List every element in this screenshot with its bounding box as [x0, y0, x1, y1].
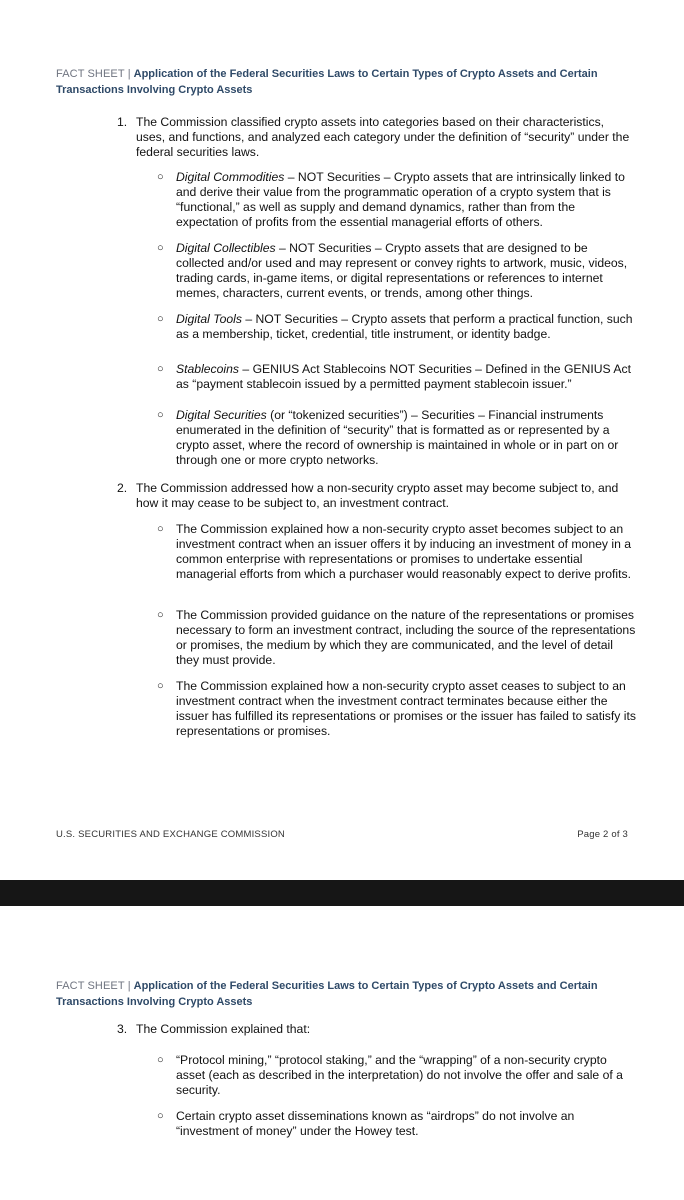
- bullet-text: The Commission explained how a non-security crypto asset becomes subject to an investment contract when an issuer offers it by inducing an investment of money in a common enterprise with representations or promises to undertake essential managerial efforts from which a purchaser would reasonably expect to derive profits.: [176, 522, 632, 581]
- item-text: The Commission classified crypto assets into categories based on their characteristics, uses, and functions, and analyzed each category under the definition of “security” under the federal securities laws.: [136, 115, 630, 159]
- bullet-text: The Commission provided guidance on the nature of the representations or promises necessary to form an investment contract, including the source of the representations or promises, the medium by which they are communicated, and the level of detail they must provide.: [176, 608, 636, 667]
- bullet-text: [176, 312, 636, 342]
- bullet-circle-icon: ○: [157, 409, 164, 421]
- category-term: Digital Commodities: [176, 170, 285, 184]
- document-page-3: [0, 906, 684, 1200]
- category-term: Digital Tools: [176, 312, 242, 326]
- category-description: (or “tokenized securities”) – Securities – Financial instruments enumerated in the definition of “security” that is formatted as or represented by a crypto asset, where the record of ownership is maintained in whole or in part on or through one or more crypto networks.: [176, 408, 619, 467]
- bullet-circle-icon: ○: [157, 1110, 164, 1122]
- bullet-circle-icon: ○: [157, 171, 164, 183]
- bullet-circle-icon: ○: [157, 680, 164, 692]
- bullet-text: The Commission explained how a non-security crypto asset ceases to subject to an investment contract when the investment contract terminates because either the issuer has fulfilled its representations or promises or the issuer has failed to satisfy its representations or promises.: [176, 679, 636, 738]
- footer-page-number: Page 2 of 3: [577, 829, 628, 840]
- bullet-circle-icon: ○: [157, 242, 164, 254]
- category-description: – NOT Securities – Crypto assets that are intrinsically linked to and derive their value from the programmatic operation of a crypto system that is “functional,” as well as supply and demand dynamics, rather than from the expectation of profits from the essential managerial efforts of others.: [176, 170, 625, 229]
- item-number: 1.: [117, 115, 128, 129]
- page-break-divider: [0, 880, 684, 906]
- item-text: The Commission explained that:: [136, 1022, 311, 1036]
- item-number: 3.: [117, 1022, 128, 1036]
- category-description: – NOT Securities – Crypto assets that are designed to be collected and/or used and may represent or convey rights to artwork, music, videos, trading cards, in-game items, or digital representations or references to internet memes, characters, current events, or trends, among other things.: [176, 241, 628, 300]
- bullet-text: [176, 408, 636, 468]
- footer-agency-name: U.S. SECURITIES AND EXCHANGE COMMISSION: [56, 829, 285, 840]
- category-term: Digital Securities: [176, 408, 267, 422]
- fact-sheet-title: Application of the Federal Securities Laws to Certain Types of Crypto Assets and Certain Transactions Involving Crypto Assets: [56, 68, 598, 96]
- fact-sheet-label: FACT SHEET: [56, 68, 125, 80]
- bullet-text: Certain crypto asset disseminations known as “airdrops” do not involve an “investment of money” under the Howey test.: [176, 1109, 575, 1138]
- category-description: – GENIUS Act Stablecoins NOT Securities – Defined in the GENIUS Act as “payment stablecoin issued by a permitted payment stablecoin issuer.”: [176, 362, 631, 391]
- bullet-text: [176, 241, 636, 301]
- bullet-circle-icon: ○: [157, 523, 164, 535]
- item-number: 2.: [117, 481, 128, 495]
- category-term: Digital Collectibles: [176, 241, 276, 255]
- bullet-circle-icon: ○: [157, 313, 164, 325]
- bullet-text: [176, 170, 636, 230]
- category-description: – NOT Securities – Crypto assets that perform a practical function, such as a membership, ticket, credential, title instrument, or identity badge.: [176, 312, 633, 341]
- item-text: The Commission addressed how a non-security crypto asset may become subject to, and how it may cease to be subject to, an investment contract.: [136, 481, 619, 510]
- bullet-text: [176, 362, 636, 392]
- category-term: Stablecoins: [176, 362, 240, 376]
- bullet-circle-icon: ○: [157, 609, 164, 621]
- fact-sheet-header: [56, 66, 636, 98]
- bullet-text: “Protocol mining,” “protocol staking,” and the “wrapping” of a non-security crypto asset (each as described in the interpretation) do not involve the offer and sale of a security.: [176, 1053, 623, 1097]
- header-separator: |: [127, 980, 131, 992]
- fact-sheet-title: Application of the Federal Securities Laws to Certain Types of Crypto Assets and Certain Transactions Involving Crypto Assets: [56, 980, 598, 1008]
- fact-sheet-header: [56, 978, 636, 1010]
- fact-sheet-label: FACT SHEET: [56, 980, 125, 992]
- header-separator: |: [127, 68, 131, 80]
- bullet-circle-icon: ○: [157, 1054, 164, 1066]
- bullet-circle-icon: ○: [157, 363, 164, 375]
